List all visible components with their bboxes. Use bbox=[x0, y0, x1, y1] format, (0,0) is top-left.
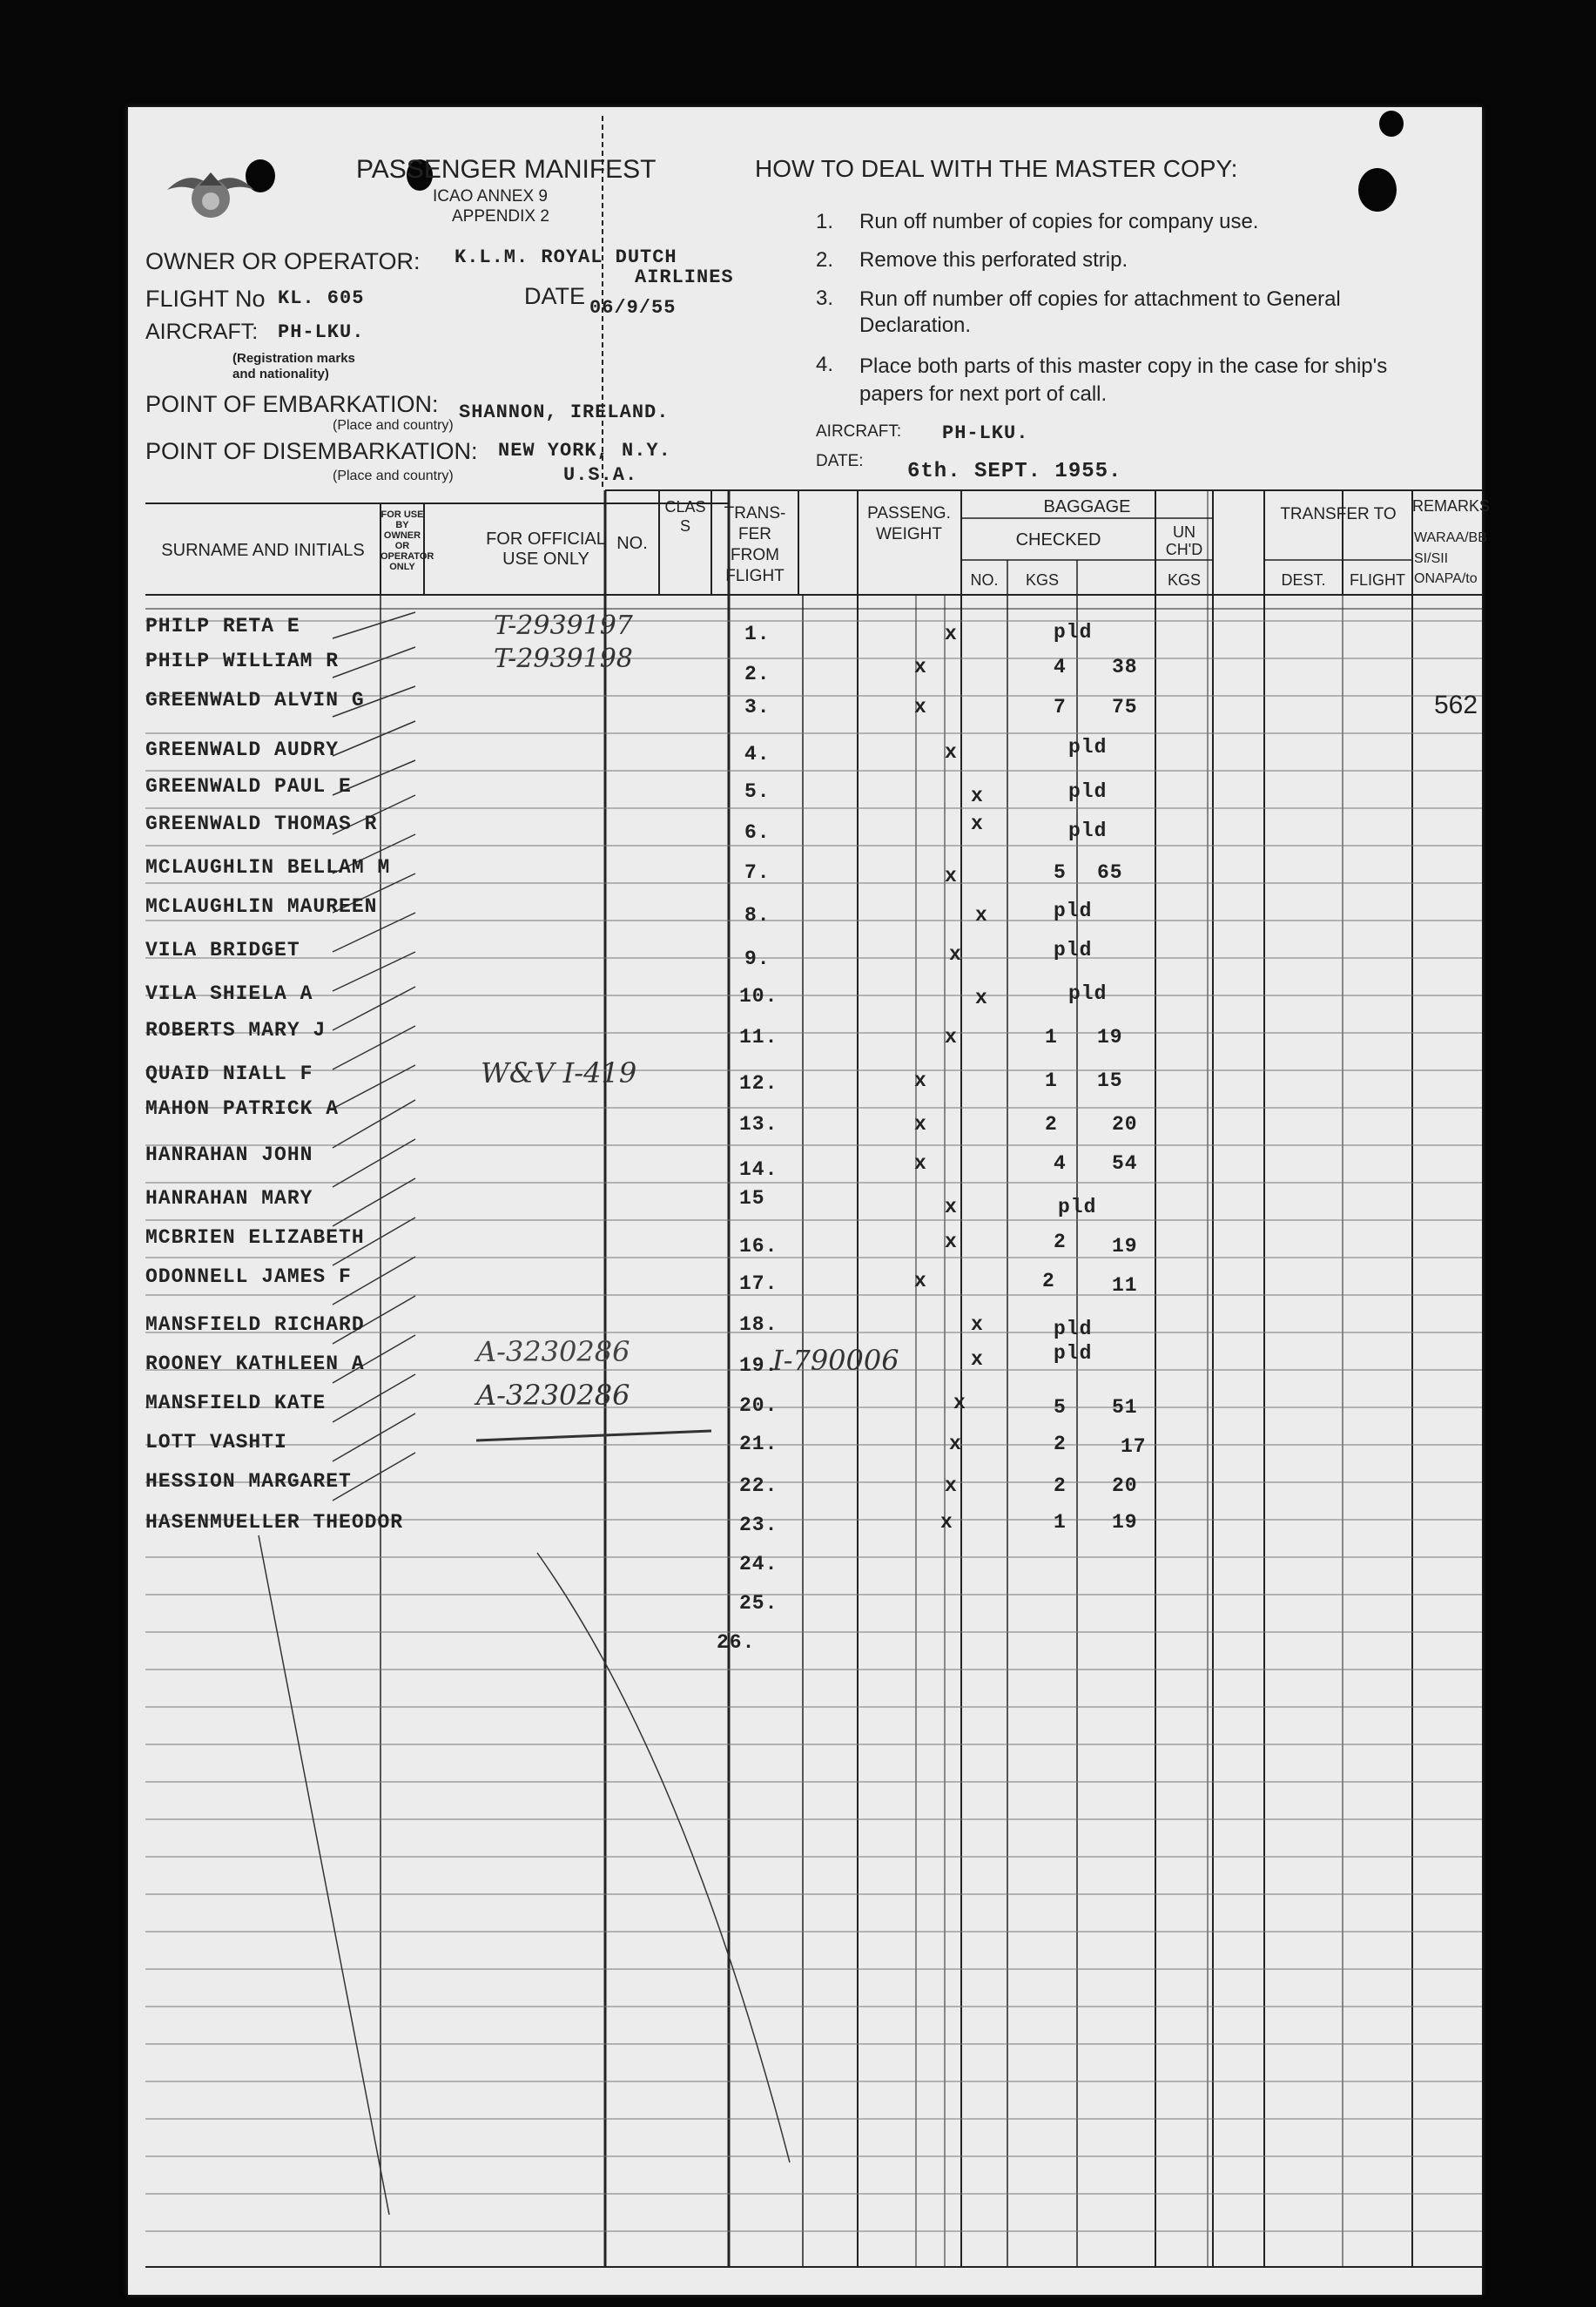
official-entry: A-3230286 bbox=[476, 1379, 630, 1412]
bag-kgs: 11 bbox=[1112, 1274, 1138, 1297]
row-number: 15 bbox=[739, 1187, 765, 1210]
row-number: 5. bbox=[744, 780, 771, 803]
remark-entry: 562 bbox=[1434, 691, 1478, 719]
passenger-name: HASENMUELLER THEODOR bbox=[145, 1511, 404, 1534]
weight-mark: x bbox=[940, 1511, 953, 1534]
remarks-sub-2: SI/SII bbox=[1414, 551, 1449, 566]
passenger-name: MCLAUGHLIN BELLAM M bbox=[145, 856, 391, 879]
weight-mark: x bbox=[914, 696, 927, 718]
col-kgs: KGS bbox=[1025, 571, 1059, 589]
bag-count: 2 bbox=[1054, 1474, 1067, 1497]
instruction-4: 4. Place both parts of this master copy in the case for ship's papers for next port of call. bbox=[816, 353, 1388, 406]
weight-mark: x bbox=[945, 623, 958, 645]
bag-count: pld bbox=[1054, 939, 1093, 961]
bag-count: 1 bbox=[1045, 1026, 1058, 1049]
bag-count: 5 bbox=[1054, 1396, 1067, 1419]
row-number: 9. bbox=[744, 948, 771, 970]
embark-note: (Place and country) bbox=[333, 418, 454, 433]
row-number: 11. bbox=[739, 1026, 778, 1049]
row-number: 20. bbox=[739, 1394, 778, 1417]
passenger-name: VILA BRIDGET bbox=[145, 939, 300, 961]
bag-count: pld bbox=[1058, 1196, 1097, 1218]
bag-kgs: 20 bbox=[1112, 1474, 1138, 1497]
aircraft-label: AIRCRAFT: bbox=[145, 320, 259, 344]
weight-mark: x bbox=[945, 741, 958, 764]
passenger-name: HANRAHAN MARY bbox=[145, 1187, 313, 1210]
col-dest: DEST. bbox=[1281, 571, 1326, 589]
official-entry: T-2939197 bbox=[494, 610, 633, 641]
owner-value: K.L.M. ROYAL DUTCH bbox=[455, 246, 677, 268]
row-number: 1. bbox=[744, 623, 771, 645]
passenger-name: MANSFIELD RICHARD bbox=[145, 1313, 365, 1336]
bag-count: pld bbox=[1068, 736, 1108, 759]
flight-label: FLIGHT No bbox=[145, 286, 266, 312]
passenger-name: GREENWALD AUDRY bbox=[145, 739, 340, 761]
bag-count: pld bbox=[1068, 780, 1108, 803]
row-number: 3. bbox=[744, 696, 771, 718]
weight-mark: x bbox=[971, 1313, 984, 1336]
instructions-title: HOW TO DEAL WITH THE MASTER COPY: bbox=[755, 155, 1238, 182]
weight-mark: x bbox=[914, 656, 927, 678]
row-number: 4. bbox=[744, 743, 771, 766]
bag-count: 4 bbox=[1054, 1152, 1067, 1175]
bag-count: 2 bbox=[1045, 1113, 1058, 1136]
bag-kgs: 54 bbox=[1112, 1152, 1138, 1175]
bag-count: 4 bbox=[1054, 656, 1067, 678]
bag-kgs: 15 bbox=[1097, 1069, 1123, 1092]
bag-count: pld bbox=[1054, 1342, 1093, 1365]
bag-kgs: 17 bbox=[1121, 1435, 1147, 1458]
bag-count: 2 bbox=[1054, 1433, 1067, 1455]
row-number: 13. bbox=[739, 1113, 778, 1136]
disembark-note: (Place and country) bbox=[333, 469, 454, 483]
date-label: DATE bbox=[524, 283, 586, 309]
row-number: 18. bbox=[739, 1313, 778, 1336]
weight-mark: x bbox=[975, 904, 988, 927]
col-flight: FLIGHT bbox=[1349, 571, 1405, 589]
bag-count: pld bbox=[1054, 900, 1093, 922]
bag-count: pld bbox=[1054, 621, 1093, 644]
weight-mark: x bbox=[971, 1348, 984, 1371]
aircraft-value: PH-LKU. bbox=[278, 321, 365, 343]
row-number: 10. bbox=[739, 985, 778, 1008]
row-number: 16. bbox=[739, 1235, 778, 1258]
passenger-name: QUAID NIALL F bbox=[145, 1062, 313, 1085]
transfer-entry: I-790006 bbox=[772, 1344, 899, 1377]
bag-kgs: 19 bbox=[1097, 1026, 1123, 1049]
passenger-name: MANSFIELD KATE bbox=[145, 1392, 327, 1414]
weight-mark: x bbox=[945, 1196, 958, 1218]
row-number: 2. bbox=[744, 663, 771, 685]
instruction-1: 1. Run off number of copies for company use. bbox=[816, 210, 1259, 233]
weight-mark: x bbox=[971, 785, 984, 807]
passenger-name: MCLAUGHLIN MAUREEN bbox=[145, 895, 378, 918]
bag-count: 2 bbox=[1042, 1270, 1055, 1292]
col-transfer-from: TRANS-FER FROM FLIGHT bbox=[724, 504, 786, 585]
official-entry-struck: A-3230286 bbox=[476, 1335, 630, 1368]
passenger-name: HANRAHAN JOHN bbox=[145, 1143, 313, 1166]
bag-count: 1 bbox=[1054, 1511, 1067, 1534]
disembark-label: POINT OF DISEMBARKATION: bbox=[145, 438, 478, 464]
bag-count: pld bbox=[1068, 982, 1108, 1005]
embark-value: SHANNON, IRELAND. bbox=[459, 401, 670, 423]
weight-mark: x bbox=[914, 1069, 927, 1092]
col-kgs-unchd: KGS bbox=[1167, 571, 1201, 589]
row-number: 6. bbox=[744, 821, 771, 844]
weight-mark: x bbox=[945, 1474, 958, 1497]
passenger-name: VILA SHIELA A bbox=[145, 982, 313, 1005]
row-number: 25. bbox=[739, 1592, 778, 1615]
weight-mark: x bbox=[945, 1231, 958, 1253]
weight-mark: x bbox=[949, 943, 962, 966]
remarks-sub-3: ONAPA/to bbox=[1414, 571, 1478, 586]
row-number: 17. bbox=[739, 1272, 778, 1295]
weight-mark: x bbox=[971, 813, 984, 835]
weight-mark: x bbox=[949, 1433, 962, 1455]
weight-mark: x bbox=[914, 1270, 927, 1292]
bag-count: 5 bbox=[1054, 861, 1067, 884]
weight-mark: x bbox=[953, 1392, 966, 1414]
col-baggage: BAGGAGE bbox=[1043, 497, 1131, 516]
col-checked: CHECKED bbox=[1015, 530, 1101, 550]
row-number: 19. bbox=[739, 1354, 778, 1377]
weight-mark: x bbox=[945, 1026, 958, 1049]
manifest-title: PASSENGER MANIFEST bbox=[356, 155, 657, 184]
passenger-name: LOTT VASHTI bbox=[145, 1431, 287, 1454]
flight-value: KL. 605 bbox=[278, 287, 365, 309]
instr-date-label: DATE: bbox=[816, 452, 864, 470]
col-owner-use: FOR USE BY OWNER OR OPERATOR ONLY bbox=[380, 509, 434, 572]
passenger-name: ROONEY KATHLEEN A bbox=[145, 1352, 365, 1375]
row-number: 12. bbox=[739, 1072, 778, 1095]
embark-label: POINT OF EMBARKATION: bbox=[145, 391, 439, 417]
instruction-3: 3. Run off number off copies for attachment to General Declaration. bbox=[816, 287, 1341, 337]
weight-mark: x bbox=[945, 865, 958, 887]
passenger-name: MCBRIEN ELIZABETH bbox=[145, 1226, 365, 1249]
row-number: 21. bbox=[739, 1433, 778, 1455]
row-number: 22. bbox=[739, 1474, 778, 1497]
weight-mark: x bbox=[975, 987, 988, 1009]
col-no: NO. bbox=[616, 534, 648, 553]
passenger-name: HESSION MARGARET bbox=[145, 1470, 352, 1493]
disembark-value: NEW YORK, N.Y. bbox=[498, 440, 671, 462]
bag-count: 7 bbox=[1054, 696, 1067, 718]
col-bag-no: NO. bbox=[970, 571, 999, 589]
appendix: APPENDIX 2 bbox=[452, 207, 549, 226]
col-unchd: UN CH'D bbox=[1165, 523, 1203, 558]
col-remarks: REMARKS bbox=[1412, 497, 1491, 515]
official-entry: T-2939198 bbox=[494, 644, 633, 674]
row-number: 14. bbox=[739, 1158, 778, 1181]
instr-date-value: 6th. SEPT. 1955. bbox=[907, 460, 1122, 483]
passenger-name: MAHON PATRICK A bbox=[145, 1097, 340, 1120]
row-number: 26. bbox=[717, 1631, 756, 1654]
col-passeng-weight: PASSENG. WEIGHT bbox=[867, 504, 951, 543]
remarks-sub-1: WARAA/BB bbox=[1414, 530, 1487, 545]
icao-annex: ICAO ANNEX 9 bbox=[433, 187, 548, 206]
col-surname: SURNAME AND INITIALS bbox=[161, 541, 365, 560]
row-number: 8. bbox=[744, 904, 771, 927]
bag-count: pld bbox=[1054, 1318, 1093, 1340]
instr-aircraft-value: PH-LKU. bbox=[942, 422, 1029, 444]
row-number: 23. bbox=[739, 1514, 778, 1536]
instr-aircraft-label: AIRCRAFT: bbox=[816, 422, 902, 441]
passenger-name: PHILP WILLIAM R bbox=[145, 650, 340, 672]
bag-kgs: 19 bbox=[1112, 1235, 1138, 1258]
col-transfer-to: TRANSFER TO bbox=[1280, 505, 1397, 523]
bag-kgs: 19 bbox=[1112, 1511, 1138, 1534]
bag-kgs: 65 bbox=[1097, 861, 1123, 884]
passenger-name: GREENWALD ALVIN G bbox=[145, 689, 365, 712]
bag-kgs: 75 bbox=[1112, 696, 1138, 718]
reg-note: (Registration marks bbox=[232, 351, 355, 366]
bag-kgs: 51 bbox=[1112, 1396, 1138, 1419]
weight-mark: x bbox=[914, 1152, 927, 1175]
col-official: FOR OFFICIAL USE ONLY bbox=[486, 530, 606, 569]
bag-count: 1 bbox=[1045, 1069, 1058, 1092]
passenger-name: GREENWALD PAUL E bbox=[145, 775, 352, 798]
passenger-name: ODONNELL JAMES F bbox=[145, 1265, 352, 1288]
passenger-name: ROBERTS MARY J bbox=[145, 1019, 327, 1042]
date-value: 06/9/55 bbox=[589, 297, 677, 319]
passenger-name: GREENWALD THOMAS R bbox=[145, 813, 378, 835]
manifest-page bbox=[128, 107, 1491, 2295]
owner-value-2: AIRLINES bbox=[635, 266, 734, 288]
passenger-name: PHILP RETA E bbox=[145, 615, 300, 637]
weight-mark: x bbox=[914, 1113, 927, 1136]
bag-count: 2 bbox=[1054, 1231, 1067, 1253]
instruction-2: 2. Remove this perforated strip. bbox=[816, 248, 1128, 272]
col-class: CLASS bbox=[664, 498, 706, 535]
official-entry: W&V I-419 bbox=[481, 1056, 637, 1089]
row-number: 24. bbox=[739, 1553, 778, 1575]
disembark-value-2: U.S.A. bbox=[563, 464, 638, 486]
bag-count: pld bbox=[1068, 820, 1108, 842]
row-number: 7. bbox=[744, 861, 771, 884]
manifest-grid bbox=[128, 107, 1491, 2295]
owner-label: OWNER OR OPERATOR: bbox=[145, 248, 421, 274]
bag-kgs: 38 bbox=[1112, 656, 1138, 678]
bag-kgs: 20 bbox=[1112, 1113, 1138, 1136]
reg-note-2: and nationality) bbox=[232, 367, 329, 381]
